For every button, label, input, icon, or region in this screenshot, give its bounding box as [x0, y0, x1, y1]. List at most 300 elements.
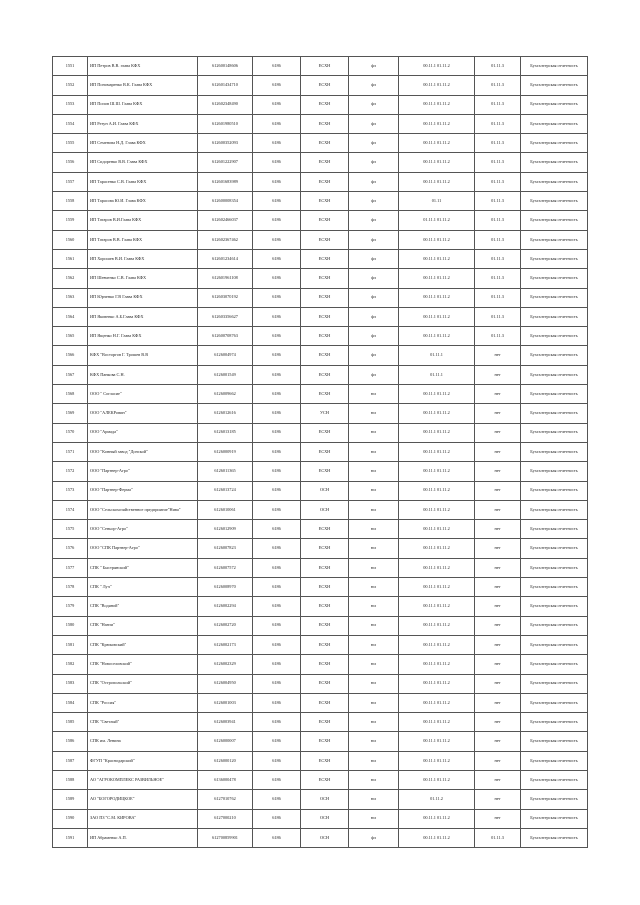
cell-okved-primary: 00.11.1 01.11.2 — [399, 172, 475, 191]
cell-okved-primary: 00.11.1 01.11.2 — [399, 134, 475, 153]
cell-tax-code: 6186 — [253, 288, 301, 307]
cell-tax-regime: ЕСХН — [301, 76, 349, 95]
cell-organization-name: ИП Резун А.И. Глава КФХ — [88, 114, 198, 133]
cell-row-number: 1580 — [53, 616, 88, 635]
cell-tax-code: 6186 — [253, 770, 301, 789]
cell-entity-type: юл — [349, 462, 399, 481]
cell-organization-name: ИП Сидоренко В.В. Глава КФХ — [88, 153, 198, 172]
cell-organization-name: АО "БОГОРОДИЦКОЕ" — [88, 790, 198, 809]
cell-tax-regime: ЕСХН — [301, 578, 349, 597]
cell-inn: 612601234614 — [198, 249, 253, 268]
cell-organization-name: ИП Семенова Н.Д. Глава КФХ — [88, 134, 198, 153]
cell-okved-primary: 00.11.1 01.11.2 — [399, 385, 475, 404]
cell-inn: 612602348490 — [198, 95, 253, 114]
cell-inn: 612600008354 — [198, 192, 253, 211]
cell-report-type: Бухгалтерская отчетность — [521, 269, 588, 288]
cell-tax-code: 6186 — [253, 423, 301, 442]
cell-okved-secondary: 01.11.3 — [475, 57, 521, 76]
cell-okved-primary: 01.11.1 01.11.2 — [399, 211, 475, 230]
cell-tax-code: 6186 — [253, 597, 301, 616]
cell-tax-regime: ЕСХН — [301, 635, 349, 654]
cell-tax-code: 6186 — [253, 385, 301, 404]
cell-okved-secondary: нет — [475, 500, 521, 519]
cell-organization-name: ООО "Конный завод "Донской" — [88, 442, 198, 461]
cell-organization-name: ООО " Согласие" — [88, 385, 198, 404]
cell-report-type: Бухгалтерская отчетность — [521, 713, 588, 732]
table-row — [53, 211, 588, 230]
cell-okved-primary: 01.11.1 — [399, 365, 475, 384]
cell-okved-secondary: 01.11.3 — [475, 76, 521, 95]
cell-organization-name: СПК " Быстрянский" — [88, 558, 198, 577]
cell-okved-primary: 00.11.1 01.11.2 — [399, 635, 475, 654]
cell-tax-regime: ЕСХН — [301, 442, 349, 461]
cell-entity-type: фл — [349, 57, 399, 76]
cell-tax-code: 6186 — [253, 462, 301, 481]
cell-organization-name: ИП Абраменко А.П. — [88, 828, 198, 847]
cell-organization-name: ИП Татаров В.В. Глава КФХ — [88, 230, 198, 249]
cell-entity-type: юл — [349, 597, 399, 616]
cell-entity-type: юл — [349, 751, 399, 770]
table-row — [53, 327, 588, 346]
cell-okved-primary: 00.11.1 01.11.2 — [399, 327, 475, 346]
cell-tax-regime: ЕСХН — [301, 192, 349, 211]
cell-okved-primary: 00.11.1 01.11.2 — [399, 153, 475, 172]
cell-okved-secondary: нет — [475, 520, 521, 539]
cell-inn: 6126009662 — [198, 385, 253, 404]
cell-okved-secondary: нет — [475, 809, 521, 828]
cell-organization-name: ФГУП "Краснодарский" — [88, 751, 198, 770]
cell-okved-secondary: 01.11.3 — [475, 327, 521, 346]
cell-entity-type: юл — [349, 442, 399, 461]
cell-organization-name: СПК " Луч" — [88, 578, 198, 597]
cell-report-type: Бухгалтерская отчетность — [521, 76, 588, 95]
cell-tax-regime: ЕСХН — [301, 346, 349, 365]
cell-report-type: Бухгалтерская отчетность — [521, 288, 588, 307]
cell-row-number: 1563 — [53, 288, 88, 307]
cell-okved-primary: 00.11.1 01.11.2 — [399, 404, 475, 423]
cell-tax-code: 6186 — [253, 153, 301, 172]
cell-row-number: 1571 — [53, 442, 88, 461]
cell-okved-primary: 00.11.1 01.11.2 — [399, 95, 475, 114]
cell-okved-secondary: нет — [475, 442, 521, 461]
cell-okved-secondary: 01.11.3 — [475, 95, 521, 114]
cell-okved-primary: 00.11.1 01.11.2 — [399, 520, 475, 539]
cell-inn: 6126004974 — [198, 346, 253, 365]
cell-entity-type: юл — [349, 423, 399, 442]
table-row — [53, 828, 588, 847]
cell-entity-type: юл — [349, 500, 399, 519]
cell-report-type: Бухгалтерская отчетность — [521, 770, 588, 789]
cell-entity-type: фл — [349, 828, 399, 847]
cell-okved-primary: 00.11.1 01.11.2 — [399, 442, 475, 461]
cell-report-type: Бухгалтерская отчетность — [521, 790, 588, 809]
cell-report-type: Бухгалтерская отчетность — [521, 462, 588, 481]
table-row — [53, 57, 588, 76]
cell-organization-name: СПК "Крюковский" — [88, 635, 198, 654]
cell-entity-type: юл — [349, 616, 399, 635]
table-row — [53, 442, 588, 461]
cell-okved-primary: 01.11 — [399, 192, 475, 211]
cell-tax-regime: ЕСХН — [301, 57, 349, 76]
cell-tax-regime: ОСН — [301, 809, 349, 828]
cell-report-type: Бухгалтерская отчетность — [521, 751, 588, 770]
cell-organization-name: КФХ "Восторгов Г. Трошев В.В — [88, 346, 198, 365]
cell-inn: 6126002294 — [198, 597, 253, 616]
cell-entity-type: фл — [349, 346, 399, 365]
cell-tax-code: 6186 — [253, 249, 301, 268]
table-row — [53, 423, 588, 442]
cell-tax-code: 6186 — [253, 269, 301, 288]
cell-tax-regime: ЕСХН — [301, 365, 349, 384]
cell-tax-code: 6186 — [253, 713, 301, 732]
cell-inn: 6126012909 — [198, 520, 253, 539]
cell-okved-secondary: нет — [475, 404, 521, 423]
cell-organization-name: ООО "Партнер-Ферма" — [88, 481, 198, 500]
table-row — [53, 404, 588, 423]
cell-organization-name: ИП Петров В.В. глава КФХ — [88, 57, 198, 76]
cell-tax-code: 6186 — [253, 693, 301, 712]
table-row — [53, 713, 588, 732]
cell-tax-regime: ЕСХН — [301, 211, 349, 230]
cell-row-number: 1560 — [53, 230, 88, 249]
cell-organization-name: ООО "СПК Партнер-Агро" — [88, 539, 198, 558]
cell-row-number: 1551 — [53, 57, 88, 76]
cell-inn: 6126004950 — [198, 674, 253, 693]
cell-inn: 6126008970 — [198, 578, 253, 597]
cell-inn: 6126003941 — [198, 713, 253, 732]
cell-inn: 6126002173 — [198, 635, 253, 654]
cell-report-type: Бухгалтерская отчетность — [521, 674, 588, 693]
cell-tax-code: 6186 — [253, 828, 301, 847]
cell-report-type: Бухгалтерская отчетность — [521, 249, 588, 268]
cell-okved-primary: 00.11.1 01.11.2 — [399, 770, 475, 789]
cell-organization-name: СПК "Новоселовский" — [88, 655, 198, 674]
table-row — [53, 385, 588, 404]
cell-organization-name: ЗАО ПЗ "С.М. КИРОВА" — [88, 809, 198, 828]
cell-row-number: 1574 — [53, 500, 88, 519]
cell-organization-name: ИП Яковенко А.Б.Глава КФХ — [88, 307, 198, 326]
cell-row-number: 1583 — [53, 674, 88, 693]
cell-entity-type: фл — [349, 249, 399, 268]
cell-report-type: Бухгалтерская отчетность — [521, 172, 588, 191]
cell-okved-primary: 00.11.1 01.11.2 — [399, 539, 475, 558]
cell-okved-secondary: нет — [475, 346, 521, 365]
table-row — [53, 249, 588, 268]
cell-okved-primary: 00.11.1 01.11.2 — [399, 230, 475, 249]
cell-okved-secondary: 01.11.3 — [475, 288, 521, 307]
cell-tax-regime: ОСН — [301, 828, 349, 847]
table-row — [53, 616, 588, 635]
cell-row-number: 1589 — [53, 790, 88, 809]
cell-tax-regime: ЕСХН — [301, 732, 349, 751]
cell-tax-code: 6186 — [253, 635, 301, 654]
cell-entity-type: юл — [349, 578, 399, 597]
cell-row-number: 1577 — [53, 558, 88, 577]
cell-tax-code: 6186 — [253, 732, 301, 751]
cell-tax-regime: ЕСХН — [301, 385, 349, 404]
cell-okved-primary: 00.11.1 01.11.2 — [399, 616, 475, 635]
cell-tax-regime: ЕСХН — [301, 616, 349, 635]
cell-okved-secondary: нет — [475, 693, 521, 712]
cell-entity-type: юл — [349, 713, 399, 732]
cell-tax-regime: ЕСХН — [301, 751, 349, 770]
cell-inn: 612600708763 — [198, 327, 253, 346]
cell-entity-type: юл — [349, 674, 399, 693]
cell-report-type: Бухгалтерская отчетность — [521, 134, 588, 153]
cell-row-number: 1566 — [53, 346, 88, 365]
cell-report-type: Бухгалтерская отчетность — [521, 307, 588, 326]
cell-entity-type: юл — [349, 770, 399, 789]
cell-row-number: 1554 — [53, 114, 88, 133]
cell-okved-secondary: нет — [475, 635, 521, 654]
cell-inn: 6126013185 — [198, 423, 253, 442]
cell-entity-type: юл — [349, 732, 399, 751]
cell-organization-name: ООО "Сеньор-Агро" — [88, 520, 198, 539]
table-row — [53, 790, 588, 809]
cell-entity-type: юл — [349, 790, 399, 809]
cell-report-type: Бухгалтерская отчетность — [521, 635, 588, 654]
cell-tax-regime: ЕСХН — [301, 134, 349, 153]
cell-okved-primary: 01.11.1 — [399, 346, 475, 365]
cell-okved-primary: 00.11.1 01.11.2 — [399, 828, 475, 847]
cell-row-number: 1565 — [53, 327, 88, 346]
cell-okved-primary: 00.11.1 01.11.2 — [399, 809, 475, 828]
cell-entity-type: фл — [349, 230, 399, 249]
cell-organization-name: СПК "Светлый" — [88, 713, 198, 732]
cell-tax-regime: ОСН — [301, 790, 349, 809]
cell-tax-regime: ЕСХН — [301, 288, 349, 307]
cell-tax-regime: ЕСХН — [301, 423, 349, 442]
cell-okved-primary: 00.11.1 01.11.2 — [399, 751, 475, 770]
cell-row-number: 1556 — [53, 153, 88, 172]
cell-report-type: Бухгалтерская отчетность — [521, 828, 588, 847]
cell-okved-primary: 00.11.1 01.11.2 — [399, 674, 475, 693]
cell-inn: 6126000007 — [198, 732, 253, 751]
cell-tax-regime: ЕСХН — [301, 327, 349, 346]
cell-entity-type: фл — [349, 365, 399, 384]
cell-inn: 612603070192 — [198, 288, 253, 307]
cell-okved-primary: 00.11.1 01.11.2 — [399, 732, 475, 751]
table-row — [53, 134, 588, 153]
cell-inn: 612602367462 — [198, 230, 253, 249]
cell-tax-code: 6186 — [253, 211, 301, 230]
cell-tax-code: 6186 — [253, 365, 301, 384]
cell-tax-regime: ЕСХН — [301, 230, 349, 249]
cell-okved-secondary: 01.11.3 — [475, 134, 521, 153]
cell-inn: 612601683989 — [198, 172, 253, 191]
cell-entity-type: юл — [349, 693, 399, 712]
cell-inn: 612600352093 — [198, 134, 253, 153]
cell-tax-code: 6186 — [253, 481, 301, 500]
cell-report-type: Бухгалтерская отчетность — [521, 616, 588, 635]
table-row — [53, 770, 588, 789]
cell-okved-secondary: 01.11.3 — [475, 230, 521, 249]
cell-okved-primary: 00.11.1 01.11.2 — [399, 558, 475, 577]
cell-organization-name: ИП Татаров В.И.Глава КФХ — [88, 211, 198, 230]
table-row — [53, 751, 588, 770]
cell-tax-regime: ОСН — [301, 481, 349, 500]
cell-entity-type: юл — [349, 655, 399, 674]
cell-row-number: 1573 — [53, 481, 88, 500]
cell-organization-name: АО "АГРОКОМПЛЕКС РАЗВИЛЬНОЕ" — [88, 770, 198, 789]
cell-entity-type: фл — [349, 114, 399, 133]
cell-okved-primary: 01.11.2 — [399, 790, 475, 809]
cell-inn: 6127010762 — [198, 790, 253, 809]
cell-inn: 612603356627 — [198, 307, 253, 326]
cell-row-number: 1562 — [53, 269, 88, 288]
cell-tax-code: 6186 — [253, 192, 301, 211]
cell-okved-secondary: 01.11.3 — [475, 269, 521, 288]
cell-okved-secondary: нет — [475, 558, 521, 577]
cell-report-type: Бухгалтерская отчетность — [521, 578, 588, 597]
table-row — [53, 558, 588, 577]
cell-inn: 612601434710 — [198, 76, 253, 95]
cell-inn: 6126013724 — [198, 481, 253, 500]
cell-entity-type: юл — [349, 385, 399, 404]
cell-row-number: 1570 — [53, 423, 88, 442]
cell-row-number: 1581 — [53, 635, 88, 654]
cell-inn: 612601222907 — [198, 153, 253, 172]
cell-okved-primary: 00.11.1 01.11.2 — [399, 269, 475, 288]
cell-report-type: Бухгалтерская отчетность — [521, 153, 588, 172]
cell-row-number: 1587 — [53, 751, 88, 770]
cell-entity-type: юл — [349, 635, 399, 654]
cell-organization-name: ООО "АЛЕКРовин" — [88, 404, 198, 423]
cell-row-number: 1559 — [53, 211, 88, 230]
cell-okved-primary: 00.11.1 01.11.2 — [399, 249, 475, 268]
cell-inn: 612600148606 — [198, 57, 253, 76]
cell-okved-primary: 00.11.1 01.11.2 — [399, 481, 475, 500]
table-row — [53, 809, 588, 828]
cell-okved-primary: 00.11.1 01.11.2 — [399, 713, 475, 732]
cell-report-type: Бухгалтерская отчетность — [521, 57, 588, 76]
cell-inn: 6126010061 — [198, 500, 253, 519]
table-row — [53, 520, 588, 539]
cell-okved-primary: 00.11.1 01.11.2 — [399, 693, 475, 712]
cell-row-number: 1576 — [53, 539, 88, 558]
cell-tax-regime: ЕСХН — [301, 249, 349, 268]
cell-entity-type: фл — [349, 172, 399, 191]
cell-report-type: Бухгалтерская отчетность — [521, 327, 588, 346]
cell-row-number: 1584 — [53, 693, 88, 712]
table-row — [53, 76, 588, 95]
cell-entity-type: фл — [349, 327, 399, 346]
cell-organization-name: СПК "Остропольский" — [88, 674, 198, 693]
cell-entity-type: фл — [349, 95, 399, 114]
cell-row-number: 1569 — [53, 404, 88, 423]
cell-organization-name: ИП Попов Ш.Ш. Глава КФХ — [88, 95, 198, 114]
cell-organization-name: ООО "Партнер-Агро" — [88, 462, 198, 481]
cell-entity-type: фл — [349, 76, 399, 95]
cell-row-number: 1558 — [53, 192, 88, 211]
cell-report-type: Бухгалтерская отчетность — [521, 346, 588, 365]
cell-organization-name: ИП Шевченко С.В. Глава КФХ — [88, 269, 198, 288]
cell-entity-type: фл — [349, 288, 399, 307]
table-row — [53, 95, 588, 114]
cell-report-type: Бухгалтерская отчетность — [521, 385, 588, 404]
cell-okved-primary: 00.11.1 01.11.2 — [399, 597, 475, 616]
cell-report-type: Бухгалтерская отчетность — [521, 809, 588, 828]
cell-report-type: Бухгалтерская отчетность — [521, 404, 588, 423]
cell-okved-primary: 00.11.1 01.11.2 — [399, 307, 475, 326]
cell-okved-secondary: 01.11.3 — [475, 172, 521, 191]
cell-okved-secondary: нет — [475, 539, 521, 558]
cell-okved-primary: 00.11.1 01.11.2 — [399, 462, 475, 481]
cell-okved-secondary: 01.11.3 — [475, 828, 521, 847]
cell-report-type: Бухгалтерская отчетность — [521, 520, 588, 539]
cell-okved-primary: 00.11.1 01.11.2 — [399, 655, 475, 674]
cell-row-number: 1572 — [53, 462, 88, 481]
table-row — [53, 153, 588, 172]
cell-row-number: 1564 — [53, 307, 88, 326]
cell-entity-type: фл — [349, 153, 399, 172]
cell-organization-name: ООО "Армада" — [88, 423, 198, 442]
cell-inn: 612602466037 — [198, 211, 253, 230]
cell-row-number: 1588 — [53, 770, 88, 789]
table-row — [53, 269, 588, 288]
cell-tax-regime: ЕСХН — [301, 95, 349, 114]
cell-row-number: 1555 — [53, 134, 88, 153]
cell-organization-name: ИП Пономаренко В.К. Глава КФХ — [88, 76, 198, 95]
cell-report-type: Бухгалтерская отчетность — [521, 558, 588, 577]
cell-inn: 6126007823 — [198, 539, 253, 558]
cell-inn: 6126011365 — [198, 462, 253, 481]
cell-tax-regime: ЕСХН — [301, 693, 349, 712]
cell-tax-code: 6186 — [253, 230, 301, 249]
cell-tax-regime: ЕСХН — [301, 462, 349, 481]
cell-okved-secondary: нет — [475, 462, 521, 481]
cell-entity-type: фл — [349, 211, 399, 230]
cell-okved-secondary: нет — [475, 423, 521, 442]
cell-okved-secondary: нет — [475, 481, 521, 500]
cell-report-type: Бухгалтерская отчетность — [521, 114, 588, 133]
cell-organization-name: ИП Тарасова Ю.И. Глава КФХ — [88, 192, 198, 211]
cell-entity-type: юл — [349, 481, 399, 500]
cell-tax-code: 6186 — [253, 751, 301, 770]
cell-tax-regime: ЕСХН — [301, 558, 349, 577]
cell-inn: 6126001003 — [198, 693, 253, 712]
cell-tax-code: 6186 — [253, 442, 301, 461]
cell-okved-primary: 00.11.1 01.11.2 — [399, 423, 475, 442]
cell-entity-type: юл — [349, 404, 399, 423]
table-row — [53, 693, 588, 712]
cell-tax-code: 6186 — [253, 558, 301, 577]
cell-tax-regime: ЕСХН — [301, 655, 349, 674]
cell-inn: 6126012616 — [198, 404, 253, 423]
cell-okved-secondary: нет — [475, 385, 521, 404]
cell-okved-secondary: нет — [475, 770, 521, 789]
cell-row-number: 1582 — [53, 655, 88, 674]
cell-okved-secondary: нет — [475, 790, 521, 809]
cell-okved-primary: 00.11.1 01.11.2 — [399, 57, 475, 76]
table-row — [53, 462, 588, 481]
cell-row-number: 1553 — [53, 95, 88, 114]
cell-tax-code: 6186 — [253, 404, 301, 423]
cell-organization-name: ИП Ященко Н.Г. Глава КФХ — [88, 327, 198, 346]
cell-okved-secondary: нет — [475, 674, 521, 693]
cell-tax-regime: ЕСХН — [301, 114, 349, 133]
cell-report-type: Бухгалтерская отчетность — [521, 95, 588, 114]
cell-report-type: Бухгалтерская отчетность — [521, 655, 588, 674]
cell-entity-type: фл — [349, 269, 399, 288]
cell-okved-primary: 00.11.1 01.11.2 — [399, 76, 475, 95]
cell-tax-code: 6186 — [253, 76, 301, 95]
cell-row-number: 1591 — [53, 828, 88, 847]
cell-inn: 6136000478 — [198, 770, 253, 789]
cell-tax-regime: ЕСХН — [301, 713, 349, 732]
cell-report-type: Бухгалтерская отчетность — [521, 481, 588, 500]
cell-okved-secondary: 01.11.3 — [475, 153, 521, 172]
